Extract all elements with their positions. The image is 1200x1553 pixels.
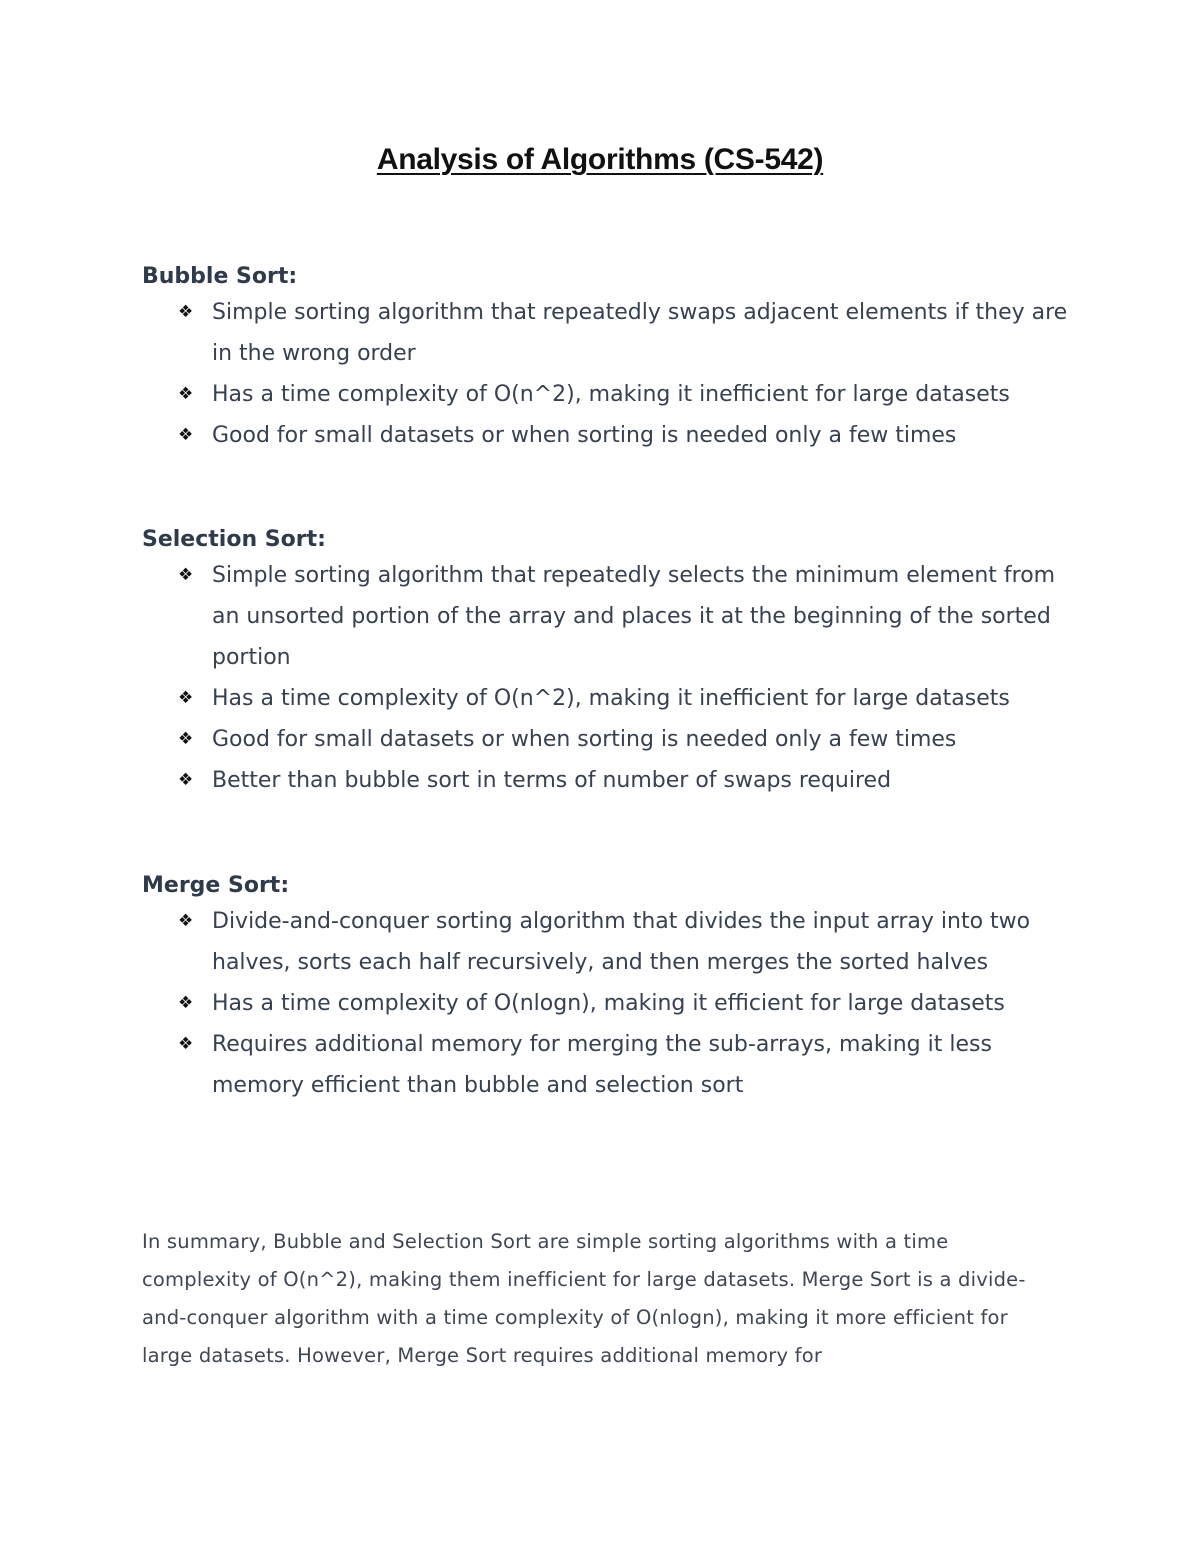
section-bubble-sort <box>142 262 1072 456</box>
section-heading: Bubble Sort: <box>142 264 298 289</box>
section-merge-sort <box>142 871 1072 1106</box>
list-item-text: Divide-and-conquer sorting algorithm that divides the input array into two halves, sorts each half recursively, and then merges the sorted halves <box>212 909 1031 975</box>
bullet-list <box>142 292 1072 456</box>
list-item-text: Requires additional memory for merging the sub-arrays, making it less memory efficient than bubble and selection sort <box>212 1032 992 1098</box>
list-item-text: Has a time complexity of O(nlogn), making it efficient for large datasets <box>212 991 1005 1016</box>
list-item <box>142 555 1072 678</box>
diamond-bullet-icon: ❖ <box>178 565 194 585</box>
list-item-text: Better than bubble sort in terms of number of swaps required <box>212 768 892 793</box>
list-item <box>142 719 1072 760</box>
summary-paragraph: In summary, Bubble and Selection Sort are simple sorting algorithms with a time complexity of O(n^2), making them inefficient for large datasets. Merge Sort is a divide-and-conquer algorithm with a time complexity of O(nlogn), making it more efficient for large datasets. However, Merge Sort requires additional memory for <box>142 1230 1026 1367</box>
list-item <box>142 292 1072 374</box>
list-item <box>142 678 1072 719</box>
diamond-bullet-icon: ❖ <box>178 770 194 790</box>
diamond-bullet-icon: ❖ <box>178 1034 194 1054</box>
list-item-text: Has a time complexity of O(n^2), making it inefficient for large datasets <box>212 686 1010 711</box>
diamond-bullet-icon: ❖ <box>178 384 194 404</box>
diamond-bullet-icon: ❖ <box>178 993 194 1013</box>
list-item-text: Has a time complexity of O(n^2), making it inefficient for large datasets <box>212 382 1010 407</box>
list-item-text: Good for small datasets or when sorting is needed only a few times <box>212 423 957 448</box>
section-heading: Selection Sort: <box>142 527 326 552</box>
diamond-bullet-icon: ❖ <box>178 911 194 931</box>
bullet-list <box>142 555 1072 801</box>
list-item-text: Good for small datasets or when sorting is needed only a few times <box>212 727 957 752</box>
section-selection-sort <box>142 525 1072 801</box>
bullet-list <box>142 901 1072 1106</box>
list-item <box>142 1024 1072 1106</box>
diamond-bullet-icon: ❖ <box>178 688 194 708</box>
list-item <box>142 983 1072 1024</box>
list-item <box>142 415 1072 456</box>
diamond-bullet-icon: ❖ <box>178 729 194 749</box>
list-item <box>142 760 1072 801</box>
list-item-text: Simple sorting algorithm that repeatedly swaps adjacent elements if they are in the wrong order <box>212 300 1068 366</box>
list-item-text: Simple sorting algorithm that repeatedly selects the minimum element from an unsorted portion of the array and places it at the beginning of the sorted portion <box>212 563 1056 670</box>
section-heading: Merge Sort: <box>142 873 290 898</box>
list-item <box>142 374 1072 415</box>
diamond-bullet-icon: ❖ <box>178 302 194 322</box>
page-title: Analysis of Algorithms (CS-542) <box>376 143 824 176</box>
diamond-bullet-icon: ❖ <box>178 425 194 445</box>
list-item <box>142 901 1072 983</box>
